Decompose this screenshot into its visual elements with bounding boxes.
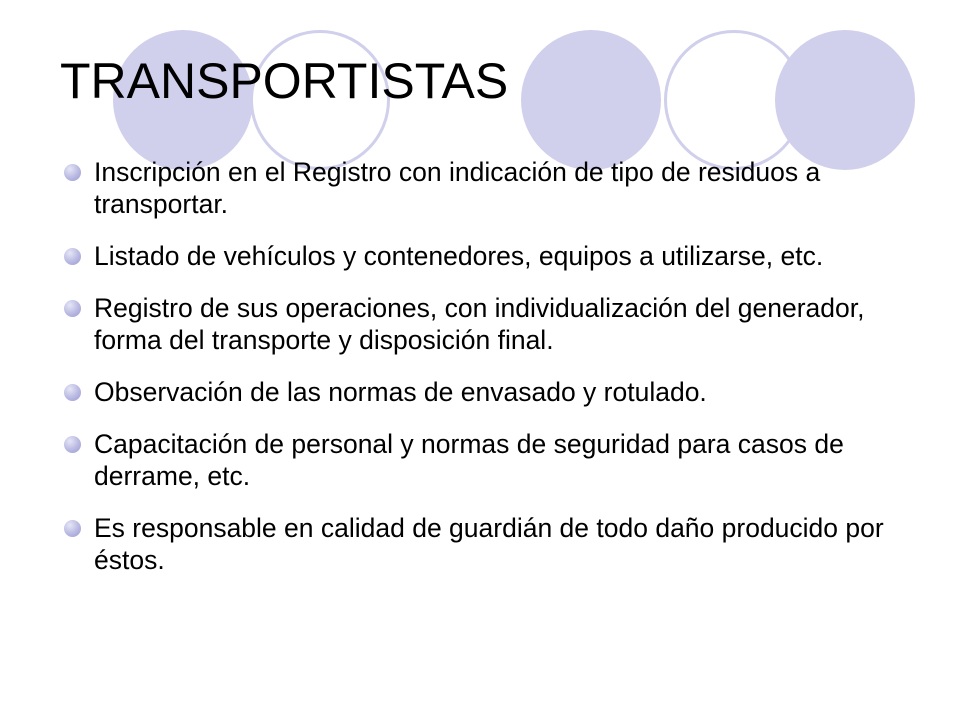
bullet-dot-icon (64, 300, 81, 317)
bullet-text: Inscripción en el Registro con indicación de tipo de residuos a transportar. (94, 157, 821, 219)
bullet-text: Registro de sus operaciones, con individualización del generador, forma del transporte y disposición final. (94, 293, 865, 355)
bullet-text: Observación de las normas de envasado y rotulado. (94, 377, 707, 407)
bullet-item (60, 292, 920, 356)
bullet-text: Es responsable en calidad de guardián de todo daño producido por éstos. (94, 513, 884, 575)
bullet-list (60, 156, 920, 596)
bullet-item (60, 156, 920, 220)
decorative-circle-filled (521, 30, 661, 170)
bullet-dot-icon (64, 436, 81, 453)
bullet-dot-icon (64, 520, 81, 537)
bullet-dot-icon (64, 248, 81, 265)
bullet-dot-icon (64, 164, 81, 181)
bullet-text: Listado de vehículos y contenedores, equipos a utilizarse, etc. (94, 241, 824, 271)
bullet-item (60, 512, 920, 576)
slide-title: TRANSPORTISTAS (60, 53, 509, 109)
bullet-item (60, 376, 920, 408)
bullet-dot-icon (64, 384, 81, 401)
decorative-circle-filled (775, 30, 915, 170)
bullet-item (60, 240, 920, 272)
bullet-text: Capacitación de personal y normas de seguridad para casos de derrame, etc. (94, 429, 844, 491)
bullet-item (60, 428, 920, 492)
